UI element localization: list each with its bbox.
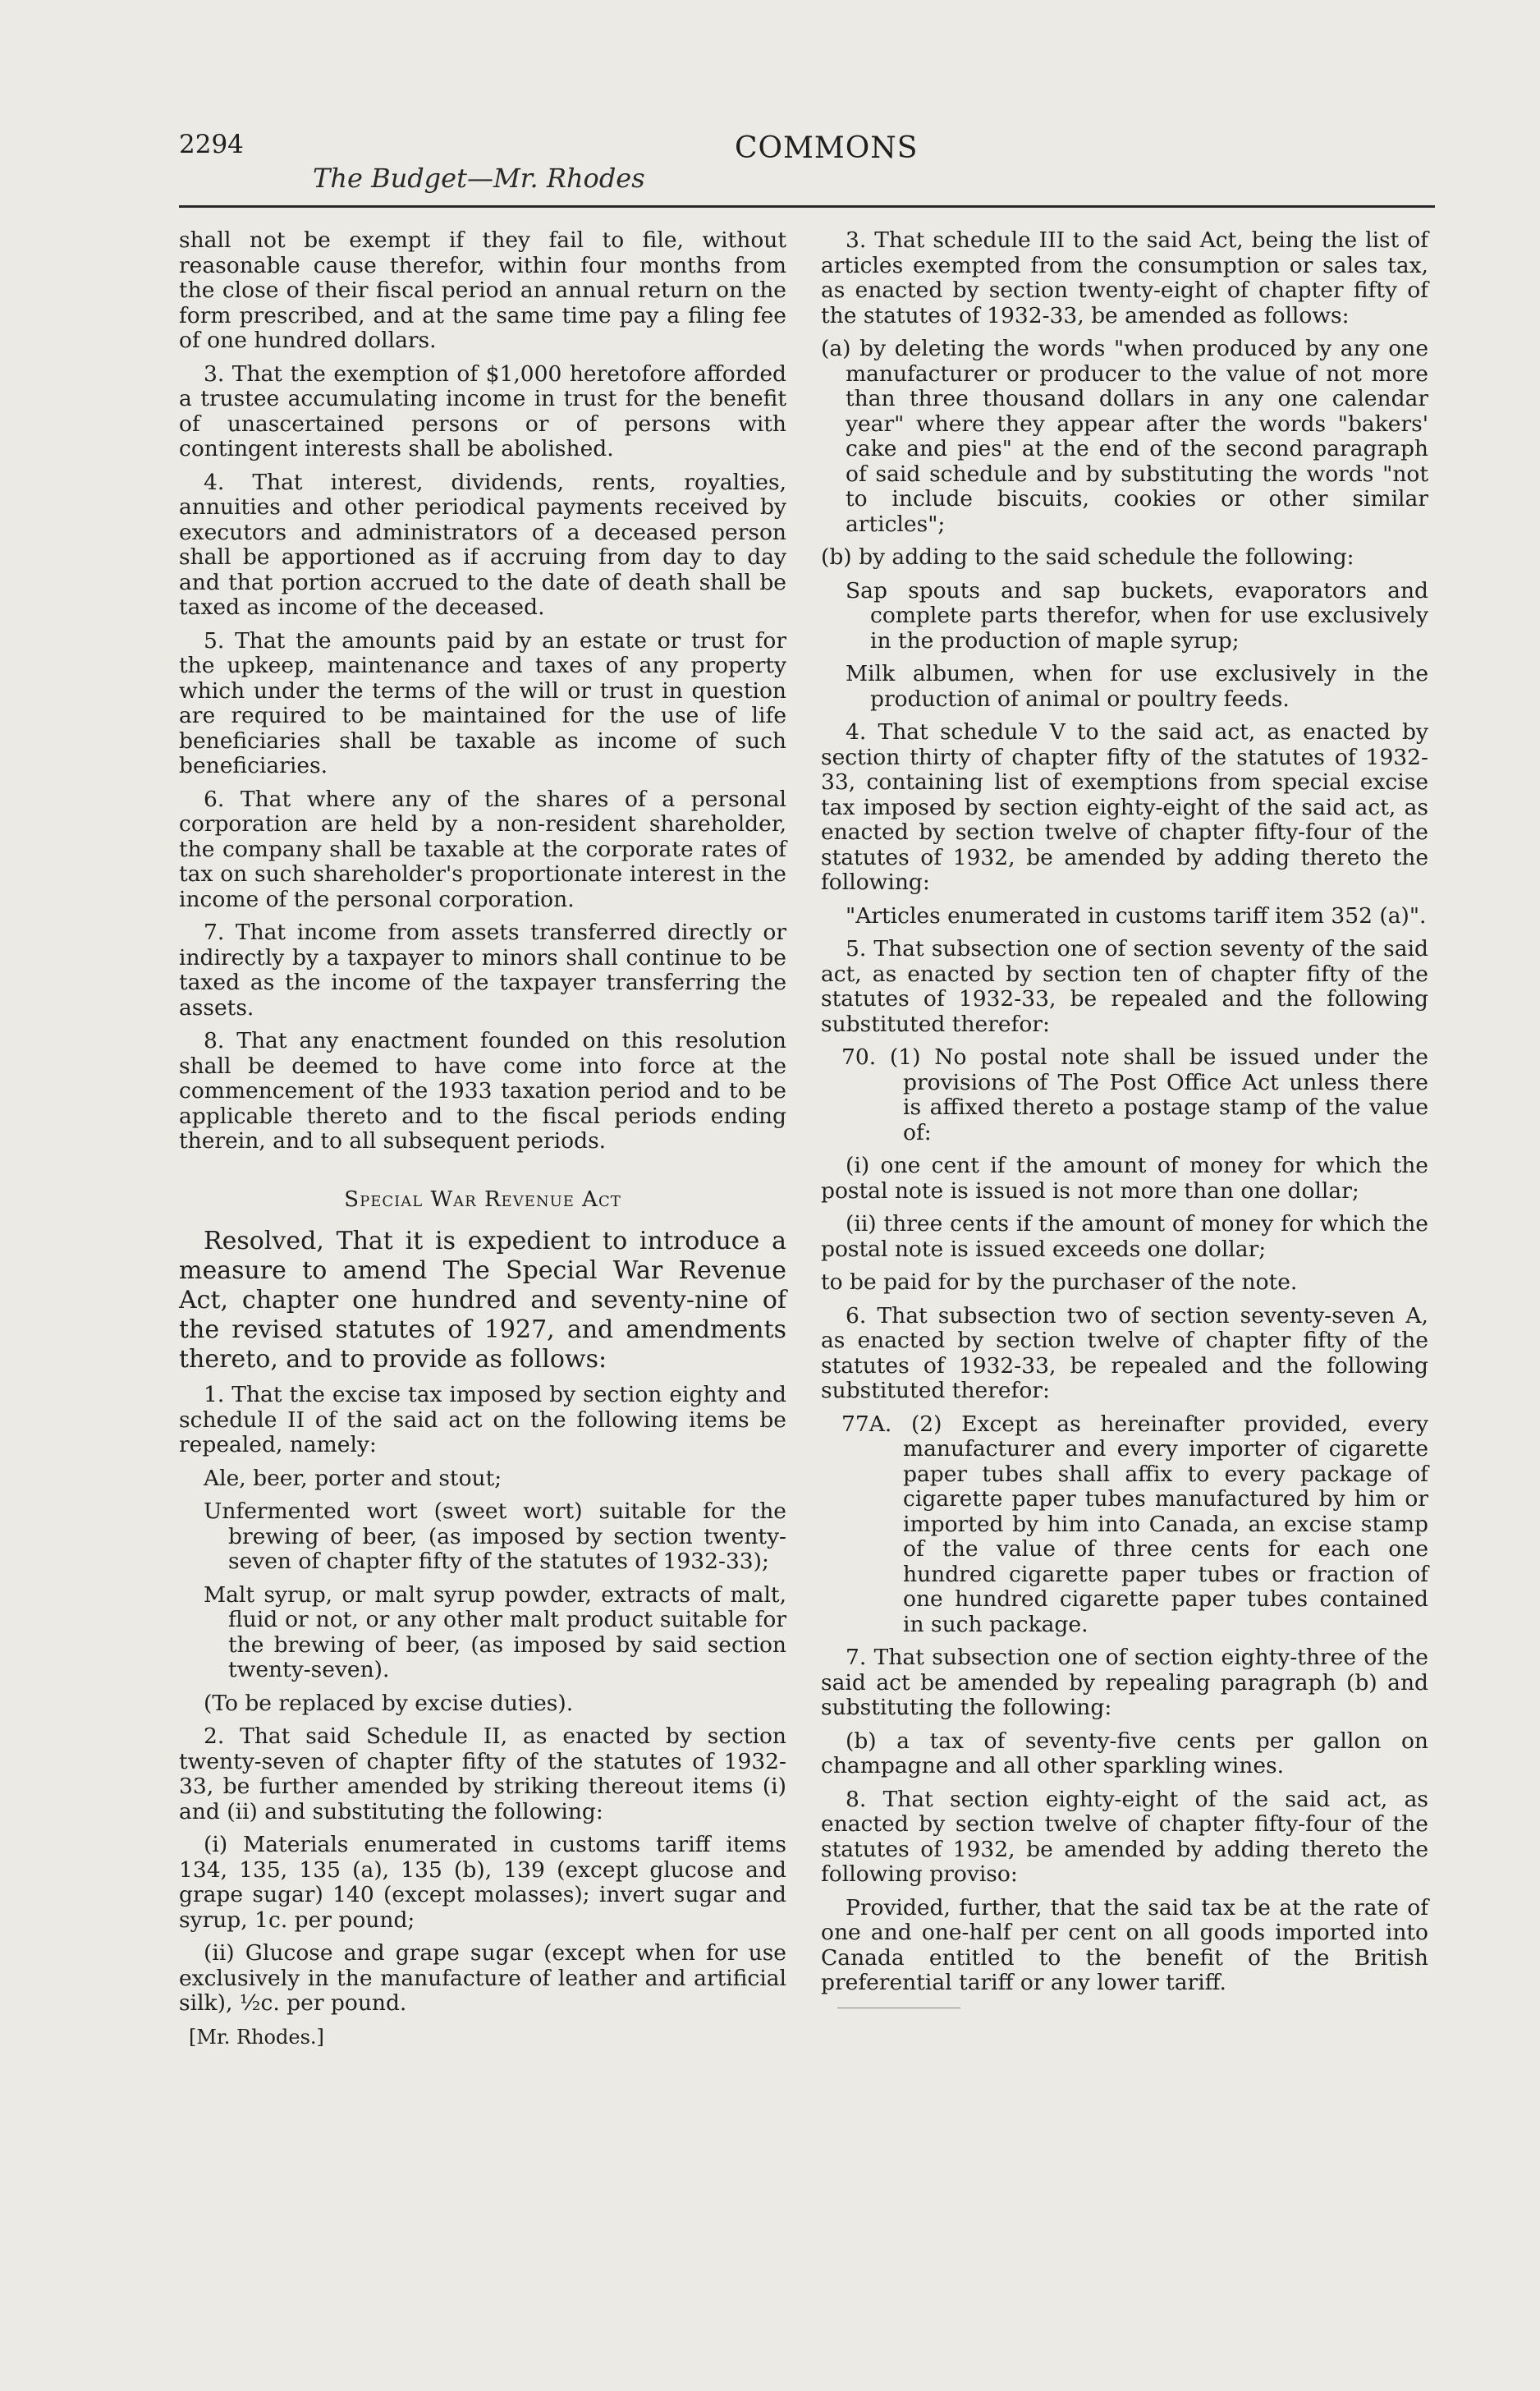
paragraph: 7. That income from assets transferred directly or indirectly by a taxpayer to minors shall continue to be taxed as the income of the taxpayer transferring the assets. [179,920,786,1021]
paragraph: (a) by deleting the words "when produced by any one manufacturer or producer to the value of not more than three thousand dollars in any one calendar year" where they appear after the words "bakers' cake and pies" at the end of the second paragraph of said schedule and by substituting the words "not to include biscuits, cookies or other similar articles"; [821,336,1428,537]
list-item: Milk albumen, when for use exclusively in the production of animal or poultry feeds. [846,661,1428,712]
section-title-text: Special War Revenue Act [344,1186,621,1212]
paragraph: 1. That the excise tax imposed by section eighty and schedule II of the said act on the following items be repealed, namely: [179,1382,786,1457]
list-item: Ale, beer, porter and stout; [204,1465,502,1491]
paragraph: 4. That interest, dividends, rents, royalties, annuities and other periodical payments received by executors and administrators of a deceased person shall be apportioned as if accruing from day to day and that portion accrued to the date of death shall be taxed as income of the deceased. [179,469,786,620]
section-title [179,1187,786,1213]
paragraph: 6. That where any of the shares of a personal corporation are held by a non-resident shareholder, the company shall be taxable at the corporate rates of tax on such shareholder's proportionate interest in the income of the personal corporation. [179,786,786,912]
list-item: Malt syrup, or malt syrup powder, extracts of malt, fluid or not, or any other malt product suitable for the brewing of beer, (as imposed by said section twenty-seven). [204,1581,786,1682]
paragraph: 7. That subsection one of section eighty-three of the said act be amended by repealing paragraph (b) and substituting the following: [821,1645,1428,1720]
paragraph: (To be replaced by excise duties). [204,1690,574,1716]
paragraph: 3. That schedule III to the said Act, being the list of articles exempted from the consumption or sales tax, as enacted by section twenty-eight of chapter fifty of the statutes of 1932-33, be amended as follows: [821,227,1428,328]
paragraph: (i) one cent if the amount of money for which the postal note is issued is not more than one dollar; [821,1153,1428,1204]
paragraph: 2. That said Schedule II, as enacted by section twenty-seven of chapter fifty of the statutes of 1932-33, be further amended by striking thereout items (i) and (ii) and substituting the following: [179,1723,786,1824]
paragraph: (b) a tax of seventy-five cents per gallon on champagne and all other sparkling wines. [821,1728,1428,1778]
list-item: Sap spouts and sap buckets, evaporators and complete parts therefor, when for use exclusively in the production of maple syrup; [846,577,1428,654]
paragraph: 4. That schedule V to the said act, as enacted by section thirty of chapter fifty of the statutes of 1932-33, containing list of exemptions from special excise tax imposed by section eighty-eight of the said act, as enacted by section twelve of chapter fifty-four of the statutes of 1932, be amended by adding thereto the following: [821,719,1428,895]
running-title: The Budget—Mr. Rhodes [313,163,645,194]
paragraph: Provided, further, that the said tax be at the rate of one and one-half per cent on all goods imported into Canada entitled to the benefit of the British preferential tariff or any lower tariff. [821,1894,1428,1995]
paragraph: (i) Materials enumerated in customs tariff items 134, 135, 135 (a), 135 (b), 139 (except glucose and grape sugar) 140 (except molasses); invert sugar and syrup, 1c. per pound; [179,1832,786,1933]
list-item: Unfermented wort (sweet wort) suitable for the brewing of beer, (as imposed by section twenty-seven of chapter fifty of the statutes of 1932-33); [204,1498,786,1574]
resolution-intro: Resolved, That it is expedient to introduce a measure to amend The Special War Revenue Act, chapter one hundred and seventy-nine of the revised statutes of 1927, and amendments thereto, and to provide as follows: [179,1227,786,1374]
paragraph: 3. That the exemption of $1,000 heretofore afforded a trustee accumulating income in trust for the benefit of unascertained persons or of persons with contingent interests shall be abolished. [179,360,786,461]
left-column [179,228,786,2058]
paragraph: 6. That subsection two of section seventy-seven A, as enacted by section twelve of chapter fifty of the statutes of 1932-33, be repealed and the following substituted therefor: [821,1302,1428,1403]
paragraph: 8. That any enactment founded on this resolution shall be deemed to have come into force at the commencement of the 1933 taxation period and to be applicable thereto and to the fiscal periods ending therein, and to all subsequent periods. [179,1028,786,1154]
header-rule [179,205,1435,208]
paragraph: shall not be exempt if they fail to file, without reasonable cause therefor, within four months from the close of their fiscal period an annual return on the form prescribed, and at the same time pay a filing fee of one hundred dollars. [179,227,786,353]
chamber-title: COMMONS [735,131,919,165]
right-column [821,228,1428,2008]
paragraph: (ii) three cents if the amount of money for which the postal note is issued exceeds one dollar; [821,1211,1428,1262]
paragraph: to be paid for by the purchaser of the note. [821,1269,1298,1295]
statute-text: 70. (1) No postal note shall be issued under the provisions of The Post Office Act unless there is affixed thereto a postage stamp of the value of: [841,1044,1428,1145]
paragraph: (ii) Glucose and grape sugar (except when for use exclusively in the manufacture of leather and artificial silk), ½c. per pound. [179,1940,786,2016]
speaker-attribution: [Mr. Rhodes.] [189,2025,324,2049]
paragraph: 5. That the amounts paid by an estate or trust for the upkeep, maintenance and taxes of any property which under the terms of the will or trust in question are required to be maintained for the use of life beneficiaries shall be taxable as income of such beneficiaries. [179,627,786,778]
paragraph: (b) by adding to the said schedule the following: [821,544,1354,570]
page-number: 2294 [179,130,244,159]
statute-text: 77A. (2) Except as hereinafter provided, every manufacturer and every importer of cigarette paper tubes shall affix to every package of cigarette paper tubes manufactured by him or imported by him into Canada, an excise stamp of the value of three cents for each one hundred cigarette paper tubes or fraction of one hundred cigarette paper tubes contained in such package. [841,1411,1428,1637]
paragraph: 8. That section eighty-eight of the said act, as enacted by section twelve of chapter fifty-four of the statutes of 1932, be amended by adding thereto the following proviso: [821,1786,1428,1887]
paragraph: 5. That subsection one of section seventy of the said act, as enacted by section ten of chapter fifty of the statutes of 1932-33, be repealed and the following substituted therefor: [821,936,1428,1037]
quoted-text: "Articles enumerated in customs tariff item 352 (a)". [846,902,1427,929]
